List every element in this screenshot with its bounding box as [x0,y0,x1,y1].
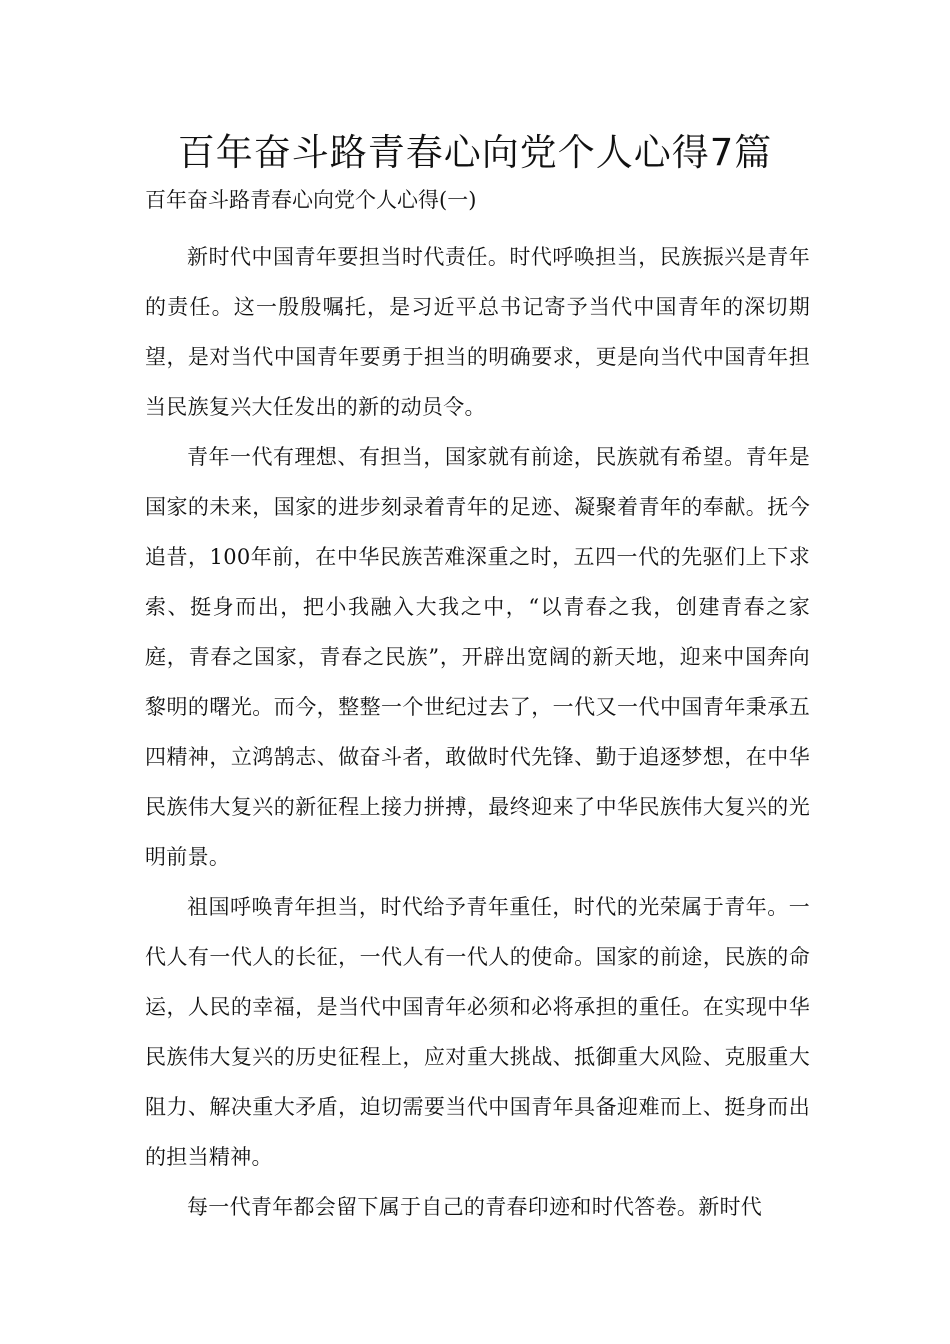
section-heading: 百年奋斗路青春心向党个人心得(一) [145,188,477,212]
document-title: 百年奋斗路青春心向党个人心得7篇 [177,131,773,174]
document-body [145,232,810,1232]
paragraph-1: 新时代中国青年要担当时代责任。时代呼唤担当，民族振兴是青年的责任。这一殷殷嘱托，是习近平总书记寄予当代中国青年的深切期望，是对当代中国青年要勇于担当的明确要求，更是向当代中国青年担当民族复兴大任发出的新的动员令。 [145,245,810,419]
paragraph-3: 祖国呼唤青年担当，时代给予青年重任，时代的光荣属于青年。一代人有一代人的长征，一代人有一代人的使命。国家的前途，民族的命运，人民的幸福，是当代中国青年必须和必将承担的重任。在实现中华民族伟大复兴的历史征程上，应对重大挑战、抵御重大风险、克服重大阻力、解决重大矛盾，迫切需要当代中国青年具备迎难而上、挺身而出的担当精神。 [145,895,810,1169]
paragraph-4: 每一代青年都会留下属于自己的青春印迹和时代答卷。新时代 [187,1195,763,1219]
paragraph-2: 青年一代有理想、有担当，国家就有前途，民族就有希望。青年是国家的未来，国家的进步刻录着青年的足迹、凝聚着青年的奉献。抚今追昔，100年前，在中华民族苦难深重之时，五四一代的先驱们上下求索、挺身而出，把小我融入大我之中，“以青春之我，创建青春之家庭，青春之国家，青春之民族”，开辟出宽阔的新天地，迎来中国奔向黎明的曙光。而今，整整一个世纪过去了，一代又一代中国青年秉承五四精神，立鸿鹄志、做奋斗者，敢做时代先锋、勤于追逐梦想，在中华民族伟大复兴的新征程上接力拼搏，最终迎来了中华民族伟大复兴的光明前景。 [145,445,810,869]
